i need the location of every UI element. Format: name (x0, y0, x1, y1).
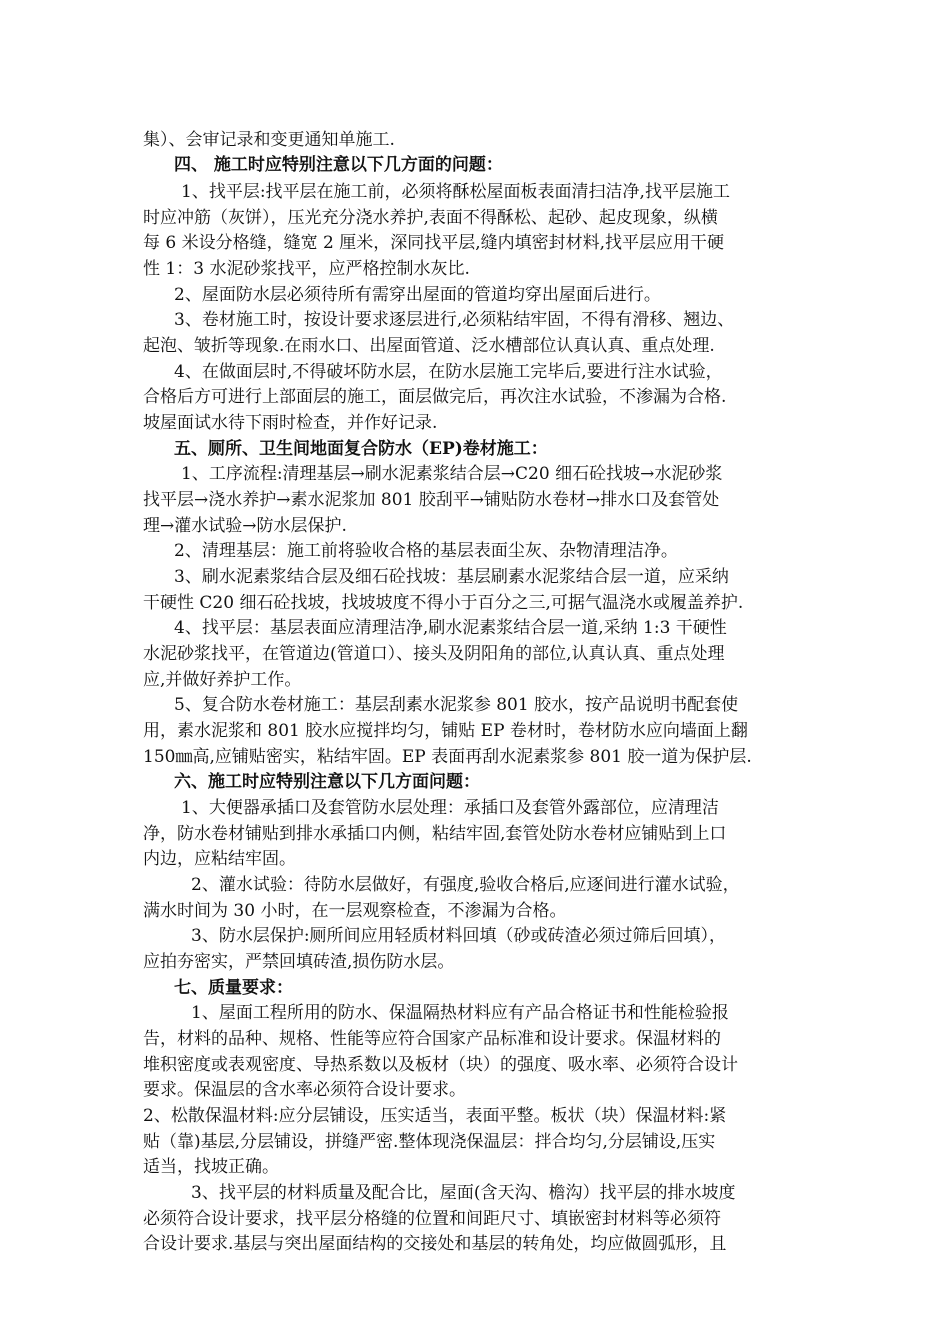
text-line: 用，素水泥浆和 801 胶水应搅拌均匀，铺贴 EP 卷材时，卷材防水应向墙面上翻 (143, 721, 748, 741)
text-line: 集）、会审记录和变更通知单施工. (143, 130, 395, 150)
text-line: 合设计要求.基层与突出屋面结构的交接处和基层的转角处，均应做圆弧形，且 (143, 1234, 727, 1254)
text-line: 净，防水卷材铺贴到排水承插口内侧，粘结牢固,套管处防水卷材应铺贴到上口 (143, 824, 727, 844)
text-line: 要求。保温层的含水率必须符合设计要求。 (143, 1080, 466, 1100)
text-line: 150㎜高,应铺贴密实，粘结牢固。EP 表面再刮水泥素浆参 801 胶一道为保护层. (143, 747, 752, 767)
text-line: 1、找平层:找平层在施工前，必须将酥松屋面板表面清扫洁净,找平层施工 (181, 182, 730, 202)
text-line: 1、屋面工程所用的防水、保温隔热材料应有产品合格证书和性能检验报 (191, 1003, 729, 1023)
text-line: 4、在做面层时,不得破坏防水层，在防水层施工完毕后,要进行注水试验， (174, 362, 723, 382)
text-line: 2、松散保温材料:应分层铺设，压实适当，表面平整。板状（块）保温材料:紧 (143, 1106, 727, 1126)
text-line: 贴（靠)基层,分层铺设，拼缝严密.整体现浇保温层：拌合均匀,分层铺设,压实 (143, 1132, 716, 1152)
text-line: 适当，找坡正确。 (143, 1157, 279, 1177)
text-line: 3、防水层保护:厕所间应用轻质材料回填（砂或砖渣必须过筛后回填）， (191, 926, 727, 946)
text-line: 3、找平层的材料质量及配合比，屋面(含天沟、檐沟）找平层的排水坡度 (191, 1183, 736, 1203)
text-line: 2、清理基层：施工前将验收合格的基层表面尘灰、杂物清理洁净。 (174, 541, 678, 561)
text-line: 性 1：3 水泥砂浆找平，应严格控制水灰比. (143, 259, 470, 279)
text-line: 3、卷材施工时，按设计要求逐层进行,必须粘结牢固，不得有滑移、翘边、 (174, 310, 735, 330)
text-line: 堆积密度或表观密度、导热系数以及板材（块）的强度、吸水率、必须符合设计 (143, 1055, 738, 1075)
text-line: 5、复合防水卷材施工：基层刮素水泥浆参 801 胶水，按产品说明书配套使 (174, 695, 739, 715)
text-line: 3、刷水泥素浆结合层及细石砼找坡：基层刷素水泥浆结合层一道，应采纳 (174, 567, 729, 587)
text-line: 内边，应粘结牢固。 (143, 849, 296, 869)
text-line: 必须符合设计要求，找平层分格缝的位置和间距尺寸、填嵌密封材料等必须符 (143, 1209, 721, 1229)
text-line: 1、大便器承插口及套管防水层处理：承插口及套管外露部位，应清理洁 (181, 798, 719, 818)
text-line: 2、屋面防水层必须待所有需穿出屋面的管道均穿出屋面后进行。 (174, 285, 661, 305)
text-line: 1、工序流程:清理基层→刷水泥素浆结合层→C20 细石砼找坡→水泥砂浆 (181, 464, 723, 484)
text-line: 找平层→浇水养护→素水泥浆加 801 胶刮平→铺贴防水卷材→排水口及套管处 (143, 490, 720, 510)
text-line: 4、找平层：基层表面应清理洁净,刷水泥素浆结合层一道,采纳 1:3 干硬性 (174, 618, 727, 638)
text-line: 坡屋面试水待下雨时检查，并作好记录. (143, 413, 438, 433)
text-line: 告，材料的品种、规格、性能等应符合国家产品标准和设计要求。保温材料的 (143, 1029, 721, 1049)
text-line: 干硬性 C20 细石砼找坡，找坡坡度不得小于百分之三,可据气温浇水或履盖养护. (143, 593, 744, 613)
text-line: 时应冲筋（灰饼），压光充分浇水养护,表面不得酥松、起砂、起皮现象，纵横 (143, 208, 718, 228)
text-line: 合格后方可进行上部面层的施工，面层做完后，再次注水试验，不渗漏为合格. (143, 387, 727, 407)
text-line: 水泥砂浆找平，在管道边(管道口）、接头及阴阳角的部位,认真认真、重点处理 (143, 644, 725, 664)
text-line: 每 6 米设分格缝，缝宽 2 厘米，深同找平层,缝内填密封材料,找平层应用干硬 (143, 233, 725, 253)
section-heading-6: 六、施工时应特别注意以下几方面问题： (174, 772, 480, 792)
section-heading-5: 五、厕所、卫生间地面复合防水（EP)卷材施工： (174, 439, 548, 459)
text-line: 应拍夯密实，严禁回填砖渣,损伤防水层。 (143, 952, 455, 972)
text-line: 2、灌水试验：待防水层做好，有强度,验收合格后,应逐间进行灌水试验， (191, 875, 740, 895)
text-line: 理→灌水试验→防水层保护. (143, 516, 347, 536)
section-heading-4: 四、 施工时应特别注意以下几方面的问题： (174, 155, 503, 175)
section-heading-7: 七、质量要求： (174, 978, 293, 998)
text-line: 满水时间为 30 小时，在一层观察检查，不渗漏为合格。 (143, 901, 567, 921)
text-line: 起泡、皱折等现象.在雨水口、出屋面管道、泛水槽部位认真认真、重点处理. (143, 336, 715, 356)
text-line: 应,并做好养护工作。 (143, 670, 302, 690)
